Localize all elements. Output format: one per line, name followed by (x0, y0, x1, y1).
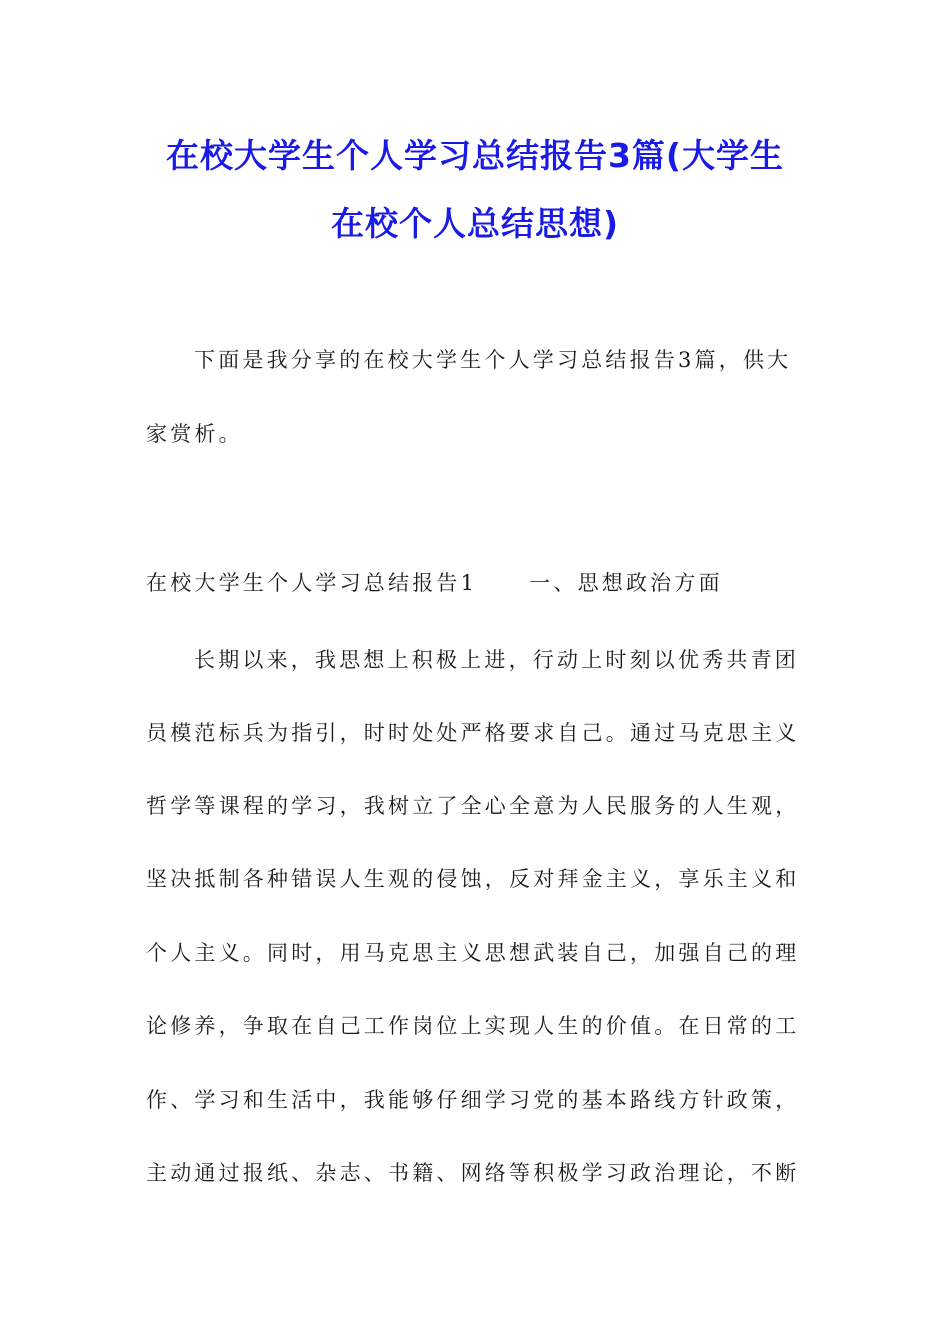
intro-line-2: 家赏析。 (146, 422, 243, 446)
intro-line-1: 下面是我分享的在校大学生个人学习总结报告3篇，供大 (194, 348, 792, 372)
body-line: 哲学等课程的学习，我树立了全心全意为人民服务的人生观， (146, 794, 800, 818)
body-line: 作、学习和生活中，我能够仔细学习党的基本路线方针政策， (146, 1088, 800, 1112)
body-line: 主动通过报纸、杂志、书籍、网络等积极学习政治理论，不断 (146, 1161, 800, 1185)
body-line: 论修养，争取在自己工作岗位上实现人生的价值。在日常的工 (146, 1014, 800, 1038)
body-line: 个人主义。同时，用马克思主义思想武装自己，加强自己的理 (146, 941, 800, 965)
body-line: 长期以来，我思想上积极上进，行动上时刻以优秀共青团 (194, 648, 799, 672)
section-subheading: 一、思想政治方面 (529, 571, 723, 595)
document-title (120, 122, 830, 258)
body-line: 员模范标兵为指引，时时处处严格要求自己。通过马克思主义 (146, 721, 800, 745)
section-heading: 在校大学生个人学习总结报告1 (146, 571, 478, 595)
section-heading-row (146, 568, 810, 598)
body-line: 坚决抵制各种错误人生观的侵蚀，反对拜金主义，享乐主义和 (146, 867, 800, 891)
title-line-1: 在校大学生个人学习总结报告3篇(大学生 (165, 136, 785, 175)
title-line-2: 在校个人总结思想) (330, 204, 620, 243)
